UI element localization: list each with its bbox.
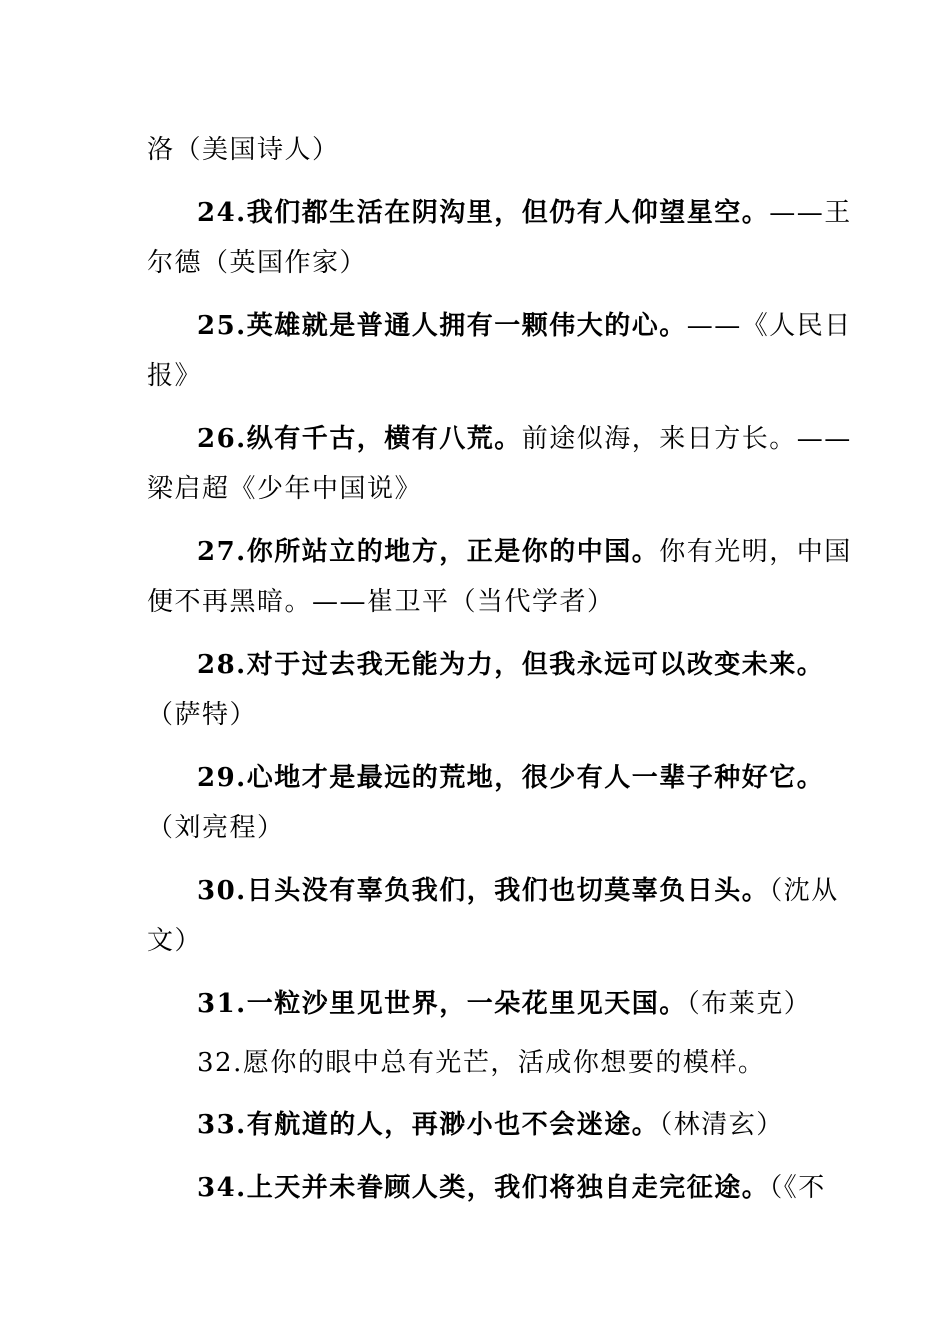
quote-attribution: （林清玄）: [659, 1110, 784, 1140]
text-line: [147, 133, 807, 167]
quote-34: [197, 1171, 826, 1205]
quote-attribution: （布莱克）: [686, 989, 812, 1019]
quote-30: [197, 874, 839, 908]
text-line: [147, 246, 807, 280]
quote-text: 33.有航道的人，再渺小也不会迷途。: [197, 1110, 660, 1140]
text-line: [147, 811, 807, 845]
quote-33: [197, 1108, 807, 1142]
quote-attribution: 梁启超《少年中国说》: [147, 474, 423, 504]
quote-attribution: （《不: [769, 1173, 826, 1203]
quote-attribution: （萨特）: [147, 700, 258, 730]
quote-25: [197, 309, 852, 343]
quote-attribution: 报》: [147, 361, 203, 391]
quote-text: 27.你所站立的地方，正是你的中国。: [197, 537, 660, 567]
quote-24: [197, 196, 852, 230]
quote-text: 29.心地才是最远的荒地，很少有人一辈子种好它。: [197, 763, 825, 793]
text-line: [147, 359, 807, 393]
quote-text: 25.英雄就是普通人拥有一颗伟大的心。: [197, 311, 687, 341]
text-line: [147, 585, 807, 619]
quote-attribution: 32.愿你的眼中总有光芒，活成你想要的模样。: [197, 1048, 766, 1078]
quote-text: 31.一粒沙里见世界，一朵花里见天国。: [197, 989, 687, 1019]
quote-text: 24.我们都生活在阴沟里，但仍有人仰望星空。: [197, 198, 770, 228]
quote-attribution: 尔德（英国作家）: [147, 248, 368, 278]
quote-text: 30.日头没有辜负我们，我们也切莫辜负日头。: [197, 876, 770, 906]
text-line: [147, 472, 807, 506]
quote-31: [197, 987, 812, 1021]
quote-attribution: （沈从: [769, 876, 839, 906]
quote-text: 28.对于过去我无能为力，但我永远可以改变未来。: [197, 650, 825, 680]
quote-attribution: ——王: [769, 198, 852, 228]
quote-text: 34.上天并未眷顾人类，我们将独自走完征途。: [197, 1173, 770, 1203]
quote-attribution: 前途似海，来日方长。——: [521, 424, 852, 454]
quote-26: [197, 422, 852, 456]
quote-28: [197, 648, 825, 682]
quote-attribution: （刘亮程）: [147, 813, 285, 843]
text-line: [147, 924, 807, 958]
quote-attribution: 你有光明，中国: [659, 537, 852, 567]
quote-attribution: 文）: [147, 926, 203, 956]
quote-attribution: 便不再黑暗。——崔卫平（当代学者）: [147, 587, 615, 617]
quote-29: [197, 761, 825, 795]
quote-attribution: ——《人民日: [686, 311, 852, 341]
quote-text: 26.纵有千古，横有八荒。: [197, 424, 522, 454]
quote-attribution: 洛（美国诗人）: [147, 135, 340, 165]
text-line: [147, 698, 807, 732]
quote-27: [197, 535, 852, 569]
quote-32: [197, 1046, 807, 1080]
